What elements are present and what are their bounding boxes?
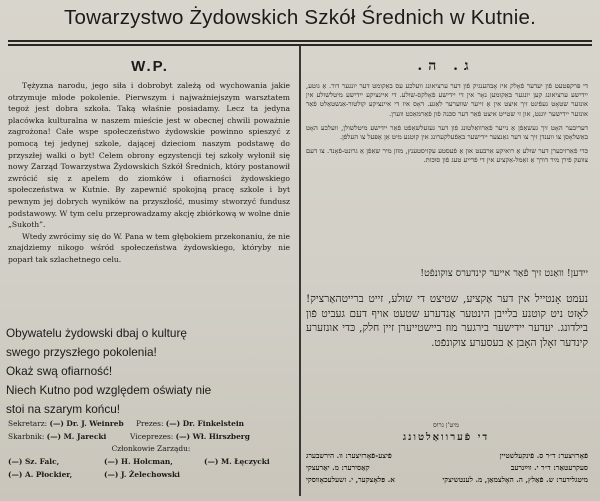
yiddish-signature: פֿיצע-פֿאָרזיצער: וו. הירשבערג [306, 451, 392, 460]
yiddish-greeting: מיט'ן גרוס [433, 421, 459, 429]
president-name: (—) Dr. Finkelstein [165, 419, 245, 428]
board-member: (—) Sz. Falc, [8, 457, 60, 466]
polish-heading: W.P. [131, 58, 169, 75]
signature-row: Sekretarz: (—) Dr. J. Weinreb Prezes: (—) Dr. Finkelstein [8, 419, 245, 428]
polish-paragraph: Tężyzna narodu, jego siła i dobrobyt zależą od wychowania jakie otrzymuje młode pokolenie. Pierwszym i najważniejszym warsztatem tegoż jest dobra szkoła. Taką właśnie posiadamy. Lecz ta jedyna placówka kulturalna w naszem mieście jest w obecnej chwili poważnie zagrożona! Całe wspe społeczeństwo żydowskie powinno spieszyć z pomocą tej jedynej szkole, dającej dzieciom naszym podstawę do przyszłej walki o byt! Celem obrony egzystencji tej szkoły wyłonił się nowy Zarząd Towarzystwa Żydowskich Szkół Średnich, który postanowił zwrócić się z apelem do ziomków i ofiarności żydowskiego społeczeństwa w Kutnie. By zapewnić spokojną pracę szkole i byt pewnym jej dobrych wyników na przyszłość, musimy stworzyć fundusz podstawowy. W tym celu przeprowadzamy akcję zbiórkową w wolne dnie „Sukoth”. [8, 81, 290, 230]
yiddish-signature: א. פּלאָצקער, י. זשעלעכאָווסקי [306, 475, 395, 485]
board-members-row [8, 469, 294, 480]
yiddish-signature: קאַסירער: מ. יאַרעצקי [306, 463, 370, 473]
board-member: (—) H. Holcman, [104, 457, 173, 466]
polish-paragraph: Wtedy zwrócimy się do W. Pana w tem głębokiem przekonaniu, że nie znajdziemy nikogo wśród społeczeństwa żydowskiego, któryby nie poparł tak szlachetnego celu. [8, 231, 290, 264]
yiddish-signature-row [306, 450, 588, 462]
president-role: Prezes [136, 419, 161, 428]
appeal-line: swego przyszłego pokolenia! [6, 345, 157, 359]
vice-president-role: Viceprezes [130, 432, 171, 441]
appeal-line: Obywatelu żydowski dbaj o kulturę [6, 326, 187, 340]
board-members-label: Członkowie Zarządu: [111, 444, 191, 453]
appeal-line: Okaż swą ofiarność! [6, 364, 113, 378]
board-member: (—) J. Żelechowski [104, 470, 180, 479]
signature-row: Skarbnik: (—) M. Jarecki Viceprezes: (—) Wł. Hirszberg [8, 432, 250, 441]
yiddish-signature-row [306, 462, 588, 474]
yiddish-signature: סעקרעטאַר: ד״ר י. ווײַנרעב [510, 463, 588, 473]
yiddish-signature: מיטגלידער: ש. פֿאַלץ, ה. האָלצמאַן, מ. לענטשיצקי [442, 475, 588, 485]
yiddish-paragraph: כּדי פֿאַרזיכערן דער שולע אַ רואיקע אַרבעט און אַ פֿעסטע עקזיסטענץ, מוזן מיר שאַפֿן אַ גרונט-פֿאָנד. צו דעם צוועק פֿירן מיר דורך אַ זאַמל-אַקציע אין די פֿרייע טעג פֿון סוכּות. [306, 147, 588, 165]
board-member: (—) M. Łęczycki [204, 457, 270, 466]
yiddish-paragraph: דעריבער האָט זיך געשאַפֿן אַ נייער פֿאַרוואַלטונג פֿון דער געזעלשאַפֿט פֿאַר יידישע מיטלשולן, וועלכע האָט באַשלאָסן צו ווענדן זיך צו דער גאַנצער יידישער באַפֿעלקערונג אין קוטנע מיט אַן אַפּעל צו העלפֿן. [306, 123, 588, 142]
yiddish-heading: ג. ה. [417, 58, 475, 74]
appeal-line: Niech Kutno pod względem oświaty nie [6, 383, 212, 397]
document-title: Towarzystwo Żydowskich Szkół Średnich w Kutnie. [64, 6, 536, 29]
board-members-row [8, 456, 294, 467]
title-divider-top [8, 40, 592, 42]
polish-body [8, 80, 290, 266]
yiddish-signature: פֿאָרזיצער: ד״ר ס. פֿינקעלשטיין [499, 451, 588, 460]
treasurer-role: Skarbnik [8, 432, 42, 441]
yiddish-board-title: די פֿערוואַלטונג [402, 432, 490, 443]
treasurer-name: (—) M. Jarecki [46, 432, 107, 441]
board-member: (—) A. Płockier, [8, 470, 73, 479]
yiddish-signatures [306, 450, 588, 487]
polish-appeal [6, 324, 296, 419]
secretary-name: (—) Dr. J. Weinreb [49, 419, 124, 428]
yiddish-signature-row [306, 474, 588, 486]
yiddish-paragraph: די פּרקפּטעט פֿון יעדער פֿאָלק איז אָבהענגיק פֿון דער ערציאונג וועלכע עס באַקומט דער יונגער דור. אַ גוטע, יידישע ערציאונג קען יונגער בּאַקומען נאָר אין די יידישע פֿאָלקס-שולע. די איינציקע יידישע מיטלשולע אין אונזער שטאָט געפֿינט זיך איצט אין אַ זייער שווערער לאַגע. דאָס איז די איינציקע קולטור-אַנשטאַלט פֿאַר אונזער יידישער יוגנט, און זי שטייט איצט פֿאַר דער סכּנה פֿון פֿאַרמאַכט ווערן. [306, 82, 588, 118]
yiddish-body [306, 82, 588, 171]
secretary-role: Sekretarz [8, 419, 45, 428]
vice-president-name: (—) Wł. Hirszberg [175, 432, 250, 441]
appeal-line: stoi na szarym końcu! [6, 402, 121, 416]
yiddish-callout: יידען! וואַנט זיך פֿאַר אייער קינדערס צוקונפֿט! [420, 268, 588, 279]
yiddish-appeal: נעמט אָנטייל אין דער אַקציע, שטיצט די שולע, זייט ברייטהאַרציק! לאָזט ניט קוטנע בלייבן הינטער אַנדערע שטעט אויף דעם געביט פֿון בילדונג. יעדער יידישער בירגער מוז ביישטייערן זיין חלק, כּדי אונזערע קינדער זאָלן האָבן אַ בעסערע צוקונפֿט. [306, 293, 588, 349]
